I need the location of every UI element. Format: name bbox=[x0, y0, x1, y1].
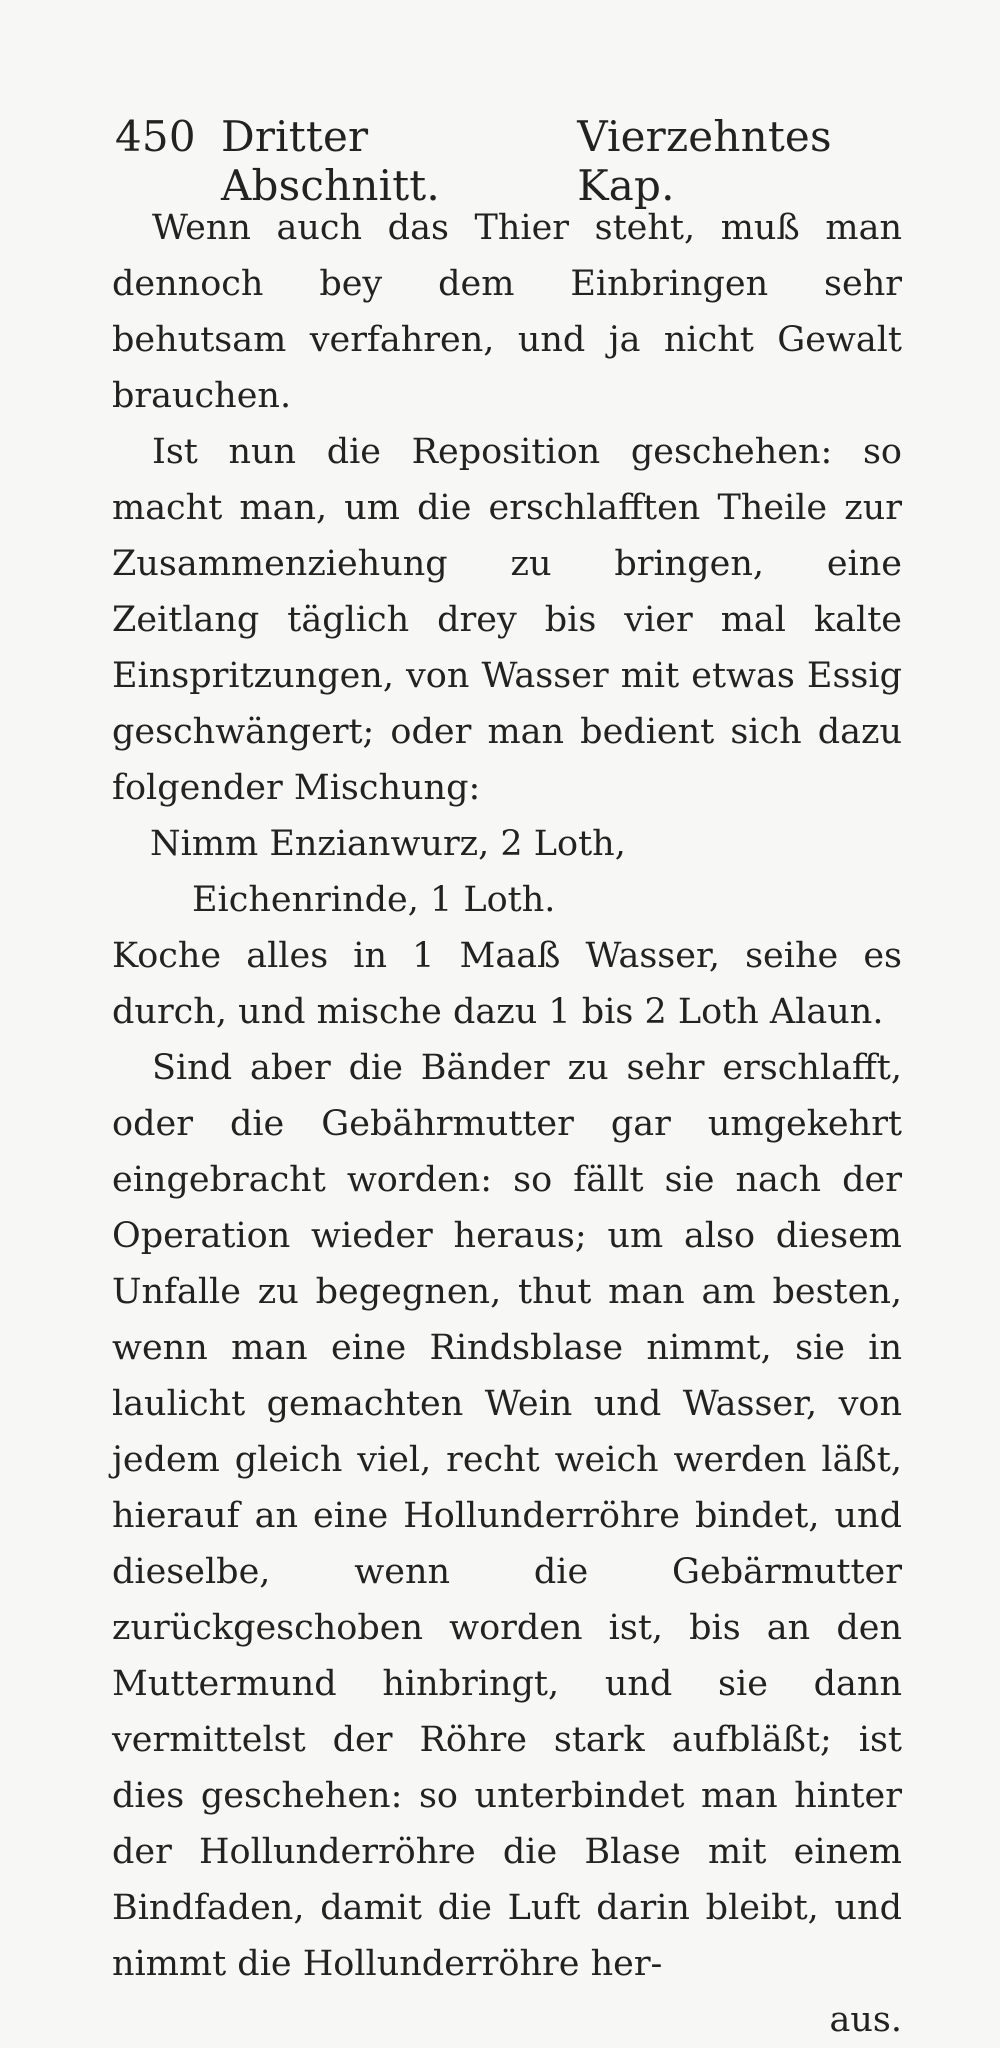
chapter-title: Vierzehntes Kap. bbox=[577, 112, 832, 210]
paragraph-2: Ist nun die Reposition geschehen: so macht man, um die erschlafften Theile zur Zusammenziehung zu bringen, eine Zeitlang täglich drey bis vier mal kalte Einspritzungen, von Wasser mit etwas Essig geschwängert; oder man bedient sich dazu folgender Mischung: bbox=[112, 432, 902, 808]
running-header bbox=[115, 112, 895, 210]
page-body bbox=[112, 200, 902, 2048]
section-title: Dritter Abschnitt. bbox=[221, 112, 440, 210]
recipe-line-2: Eichenrinde, 1 Loth. bbox=[192, 880, 556, 920]
paragraph-1: Wenn auch das Thier steht, muß man dennoch bey dem Einbringen sehr behutsam verfahren, und ja nicht Gewalt brauchen. bbox=[112, 208, 902, 416]
paragraph-3: Koche alles in 1 Maaß Wasser, seihe es durch, und mische dazu 1 bis 2 Loth Alaun. bbox=[112, 936, 902, 1032]
page-number: 450 bbox=[115, 112, 196, 161]
recipe-line-1: Nimm Enzianwurz, 2 Loth, bbox=[150, 824, 626, 864]
paragraph-4: Sind aber die Bänder zu sehr erschlafft, oder die Gebährmutter gar umgekehrt eingebracht worden: so fällt sie nach der Operation wieder heraus; um also diesem Unfalle zu begegnen, thut man am besten, wenn man eine Rindsblase nimmt, sie in laulicht gemachten Wein und Wasser, von jedem gleich viel, recht weich werden läßt, hierauf an eine Hollunderröhre bindet, und dieselbe, wenn die Gebärmutter zurückgeschoben worden ist, bis an den Muttermund hinbringt, und sie dann vermittelst der Röhre stark aufbläßt; ist dies geschehen: so unterbindet man hinter der Hollunderröhre die Blase mit einem Bindfaden, damit die Luft darin bleibt, und nimmt die Hollunderröhre her- bbox=[112, 1048, 902, 1984]
paragraph-4-end: aus. bbox=[829, 2000, 902, 2040]
